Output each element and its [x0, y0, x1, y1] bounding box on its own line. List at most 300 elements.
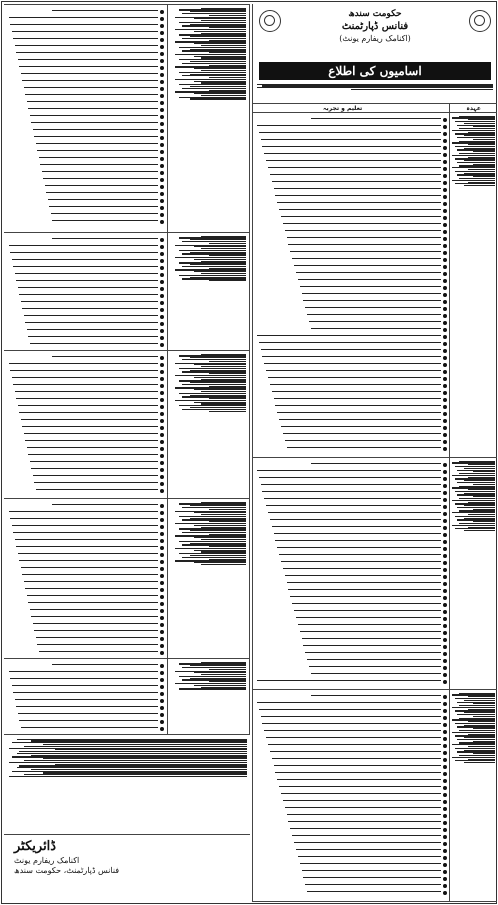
- bullet-icon: [443, 568, 447, 572]
- advertisement-header: [253, 4, 497, 60]
- bullet-icon: [160, 185, 164, 189]
- bullet-item: [255, 200, 447, 206]
- text-line: [303, 300, 441, 301]
- bullet-icon: [160, 38, 164, 42]
- text-line: [261, 349, 441, 350]
- text-line: [15, 273, 158, 274]
- department-name: فنانس ڈپارٹمنٹ: [341, 21, 409, 32]
- bullet-icon: [160, 468, 164, 472]
- text-line: [279, 419, 441, 420]
- text-line: [292, 835, 441, 836]
- bullet-item: [255, 812, 447, 818]
- text-line: [305, 307, 441, 308]
- text-line: [25, 588, 158, 589]
- bullet-item: [7, 473, 164, 479]
- bullet-item: [255, 396, 447, 402]
- text-line: [33, 475, 158, 476]
- text-line: [270, 174, 441, 175]
- bullet-icon: [443, 321, 447, 325]
- bullet-item: [7, 607, 164, 613]
- bullet-icon: [443, 349, 447, 353]
- bullet-icon: [443, 645, 447, 649]
- bullet-item: [255, 552, 447, 558]
- bullet-item: [255, 333, 447, 339]
- left-requirements-block: [4, 4, 167, 232]
- bullet-icon: [160, 447, 164, 451]
- bullet-item: [255, 263, 447, 269]
- text-line: [15, 699, 158, 700]
- bullet-icon: [160, 588, 164, 592]
- text-line: [287, 447, 441, 448]
- bullet-icon: [443, 505, 447, 509]
- text-line: [275, 772, 441, 773]
- text-line: [283, 433, 441, 434]
- text-line: [25, 322, 158, 323]
- bullet-icon: [160, 475, 164, 479]
- bullet-item: [255, 573, 447, 579]
- bullet-item: [255, 214, 447, 220]
- bullet-icon: [160, 52, 164, 56]
- bullet-item: [7, 50, 164, 56]
- bullet-item: [7, 78, 164, 84]
- bullet-item: [255, 545, 447, 551]
- bullet-icon: [443, 610, 447, 614]
- column-header-requirements: تعلیم و تجربہ: [323, 105, 363, 112]
- left-requirements-column: [4, 4, 168, 734]
- text-line: [19, 560, 158, 561]
- bullet-icon: [443, 730, 447, 734]
- bullet-icon: [160, 440, 164, 444]
- text-line: [37, 150, 158, 151]
- bullet-item: [7, 264, 164, 270]
- text-line: [307, 891, 441, 892]
- text-line: [311, 328, 441, 329]
- text-line: [19, 294, 158, 295]
- text-line: [264, 730, 441, 731]
- bullet-icon: [443, 279, 447, 283]
- bullet-icon: [160, 45, 164, 49]
- text-line: [18, 59, 158, 60]
- text-line: [25, 94, 158, 95]
- bullet-item: [7, 57, 164, 63]
- bullet-icon: [160, 343, 164, 347]
- text-line: [28, 108, 158, 109]
- text-line: [24, 581, 158, 582]
- bullet-icon: [160, 567, 164, 571]
- bullet-item: [7, 134, 164, 140]
- text-line: [27, 329, 158, 330]
- bullet-icon: [443, 258, 447, 262]
- bullet-icon: [443, 842, 447, 846]
- bullet-icon: [160, 518, 164, 522]
- bullet-icon: [443, 491, 447, 495]
- bullet-icon: [443, 737, 447, 741]
- text-line: [28, 602, 158, 603]
- text-line: [464, 530, 496, 531]
- bullet-icon: [443, 146, 447, 150]
- text-line: [305, 652, 441, 653]
- bullet-item: [255, 389, 447, 395]
- text-line: [209, 411, 247, 412]
- bullet-item: [7, 551, 164, 557]
- text-line: [300, 286, 441, 287]
- bullet-icon: [443, 765, 447, 769]
- bullet-icon: [443, 447, 447, 451]
- text-line: [309, 666, 441, 667]
- text-line: [21, 73, 158, 74]
- text-line: [10, 678, 158, 679]
- bullet-item: [255, 601, 447, 607]
- bullet-item: [7, 271, 164, 277]
- bullet-icon: [443, 716, 447, 720]
- bullet-item: [255, 489, 447, 495]
- vacancy-position: [450, 692, 495, 900]
- text-line: [290, 828, 441, 829]
- bullet-icon: [443, 370, 447, 374]
- bullet-icon: [443, 419, 447, 423]
- bullet-item: [255, 291, 447, 297]
- bullet-icon: [443, 139, 447, 143]
- bullet-item: [255, 340, 447, 346]
- bullet-icon: [443, 230, 447, 234]
- bullet-item: [7, 572, 164, 578]
- bullet-icon: [443, 603, 447, 607]
- text-line: [22, 308, 158, 309]
- text-line: [272, 526, 441, 527]
- bullet-item: [255, 707, 447, 713]
- left-position-block: [168, 232, 249, 350]
- text-line: [302, 638, 442, 639]
- bullet-item: [7, 141, 164, 147]
- text-line: [264, 498, 441, 499]
- bullet-icon: [443, 188, 447, 192]
- bullet-icon: [160, 136, 164, 140]
- text-line: [15, 45, 158, 46]
- bullet-item: [7, 621, 164, 627]
- bullet-icon: [443, 209, 447, 213]
- bullet-icon: [443, 828, 447, 832]
- text-line: [464, 185, 496, 186]
- advertisement-page: [1, 1, 497, 904]
- bullet-icon: [443, 723, 447, 727]
- text-line: [261, 716, 441, 717]
- text-line: [279, 209, 441, 210]
- bullet-item: [7, 320, 164, 326]
- text-line: [292, 258, 441, 259]
- bullet-item: [255, 270, 447, 276]
- vacancy-row: [253, 458, 497, 690]
- bullet-icon: [443, 356, 447, 360]
- vacancy-position: [450, 115, 495, 456]
- text-line: [266, 160, 441, 161]
- signature-department: فنانس ڈپارٹمنٹ، حکومت سندھ: [14, 866, 120, 875]
- bullet-icon: [443, 300, 447, 304]
- text-line: [274, 533, 441, 534]
- bullet-icon: [443, 477, 447, 481]
- bullet-icon: [160, 315, 164, 319]
- bullet-icon: [160, 73, 164, 77]
- text-line: [300, 863, 441, 864]
- bullet-item: [7, 106, 164, 112]
- bullet-icon: [160, 301, 164, 305]
- right-column: [252, 4, 496, 902]
- bullet-icon: [160, 245, 164, 249]
- bullet-item: [255, 735, 447, 741]
- bullet-icon: [443, 293, 447, 297]
- text-line: [21, 301, 158, 302]
- text-line: [266, 370, 441, 371]
- text-line: [15, 539, 158, 540]
- bullet-icon: [160, 546, 164, 550]
- bullet-item: [255, 368, 447, 374]
- text-line: [52, 664, 158, 665]
- text-line: [261, 484, 441, 485]
- bullet-icon: [443, 758, 447, 762]
- text-line: [311, 695, 441, 696]
- bullet-icon: [443, 342, 447, 346]
- bullet-icon: [443, 680, 447, 684]
- government-name: حکومت سندھ: [348, 9, 402, 19]
- bullet-item: [255, 615, 447, 621]
- bullet-icon: [443, 547, 447, 551]
- bullet-icon: [160, 511, 164, 515]
- text-line: [39, 157, 158, 158]
- bullet-icon: [160, 115, 164, 119]
- text-line: [270, 384, 441, 385]
- bullet-item: [255, 671, 447, 677]
- text-line: [464, 762, 496, 763]
- text-line: [49, 206, 158, 207]
- bullet-item: [255, 277, 447, 283]
- bullet-item: [7, 250, 164, 256]
- bullet-item: [255, 700, 447, 706]
- text-line: [31, 122, 158, 123]
- bullet-item: [7, 236, 164, 242]
- table-header: [253, 103, 497, 113]
- bullet-icon: [160, 322, 164, 326]
- text-line: [262, 146, 441, 147]
- bullet-item: [7, 502, 164, 508]
- left-requirements-block: [4, 350, 167, 498]
- intro-paragraph: [257, 83, 493, 101]
- text-line: [31, 616, 158, 617]
- bullet-item: [255, 312, 447, 318]
- bullet-item: [255, 798, 447, 804]
- text-line: [283, 568, 441, 569]
- bullet-icon: [443, 673, 447, 677]
- bullet-icon: [160, 59, 164, 63]
- bullet-icon: [443, 153, 447, 157]
- bullet-item: [7, 36, 164, 42]
- bullet-icon: [160, 329, 164, 333]
- bullet-icon: [443, 272, 447, 276]
- text-line: [285, 230, 441, 231]
- bullet-icon: [160, 192, 164, 196]
- text-line: [36, 637, 158, 638]
- bullet-icon: [443, 377, 447, 381]
- text-line: [296, 272, 441, 273]
- bullet-icon: [443, 526, 447, 530]
- bullet-item: [7, 697, 164, 703]
- bullet-icon: [443, 265, 447, 269]
- text-line: [33, 129, 158, 130]
- bullet-item: [255, 298, 447, 304]
- bullet-icon: [443, 800, 447, 804]
- bullet-item: [255, 608, 447, 614]
- bullet-icon: [160, 206, 164, 210]
- bullet-item: [255, 361, 447, 367]
- text-line: [190, 98, 246, 99]
- bullet-icon: [160, 178, 164, 182]
- bullet-item: [255, 382, 447, 388]
- bullet-icon: [443, 314, 447, 318]
- bullet-icon: [443, 391, 447, 395]
- bullet-item: [7, 466, 164, 472]
- bullet-item: [7, 375, 164, 381]
- bullet-item: [255, 721, 447, 727]
- text-line: [285, 575, 441, 576]
- bullet-item: [255, 354, 447, 360]
- text-line: [16, 706, 158, 707]
- text-line: [24, 87, 158, 88]
- text-line: [285, 440, 441, 441]
- bullet-item: [7, 438, 164, 444]
- bullet-item: [7, 64, 164, 70]
- bullet-icon: [160, 356, 164, 360]
- bullet-item: [7, 459, 164, 465]
- bullet-item: [255, 742, 447, 748]
- bullet-item: [7, 299, 164, 305]
- bullet-item: [255, 714, 447, 720]
- bullet-item: [7, 718, 164, 724]
- bullet-item: [7, 155, 164, 161]
- text-line: [21, 419, 158, 420]
- left-position-block: [168, 658, 249, 734]
- bullet-icon: [160, 199, 164, 203]
- bullet-icon: [443, 814, 447, 818]
- text-line: [300, 631, 441, 632]
- bullet-item: [255, 636, 447, 642]
- text-line: [30, 343, 158, 344]
- bullet-icon: [160, 17, 164, 21]
- bullet-item: [7, 285, 164, 291]
- text-line: [275, 405, 441, 406]
- bullet-item: [7, 537, 164, 543]
- text-line: [281, 793, 441, 794]
- text-line: [268, 167, 441, 168]
- text-line: [10, 252, 158, 253]
- bullet-icon: [443, 251, 447, 255]
- bullet-icon: [160, 630, 164, 634]
- vacancy-banner: اسامیوں کی اطلاع: [259, 62, 491, 80]
- text-line: [18, 405, 158, 406]
- bullet-icon: [160, 391, 164, 395]
- text-line: [279, 554, 441, 555]
- bullet-icon: [160, 377, 164, 381]
- bullet-icon: [443, 412, 447, 416]
- text-line: [303, 877, 441, 878]
- column-header-position: عہدہ: [466, 105, 481, 112]
- bullet-icon: [443, 863, 447, 867]
- bullet-icon: [443, 638, 447, 642]
- text-line: [272, 181, 441, 182]
- left-requirements-block: [4, 658, 167, 734]
- text-line: [277, 202, 441, 203]
- bullet-icon: [443, 554, 447, 558]
- bullet-icon: [443, 286, 447, 290]
- bullet-item: [255, 622, 447, 628]
- text-line: [266, 505, 441, 506]
- text-line: [28, 336, 158, 337]
- bullet-icon: [160, 602, 164, 606]
- bullet-item: [7, 711, 164, 717]
- text-line: [270, 519, 441, 520]
- bullet-item: [7, 85, 164, 91]
- bullet-item: [7, 487, 164, 493]
- bullet-icon: [443, 363, 447, 367]
- bullet-icon: [160, 699, 164, 703]
- bullet-item: [7, 29, 164, 35]
- text-line: [296, 617, 441, 618]
- bullet-icon: [443, 624, 447, 628]
- bullet-icon: [160, 157, 164, 161]
- text-line: [290, 596, 441, 597]
- bullet-item: [255, 559, 447, 565]
- bullet-icon: [443, 849, 447, 853]
- bullet-icon: [160, 171, 164, 175]
- text-line: [309, 321, 441, 322]
- bullet-icon: [160, 664, 164, 668]
- bullet-item: [255, 179, 447, 185]
- text-line: [290, 251, 441, 252]
- text-line: [19, 66, 158, 67]
- bullet-item: [255, 431, 447, 437]
- left-column: [4, 4, 250, 902]
- text-line: [19, 412, 158, 413]
- text-line: [257, 470, 441, 471]
- bullet-item: [7, 669, 164, 675]
- bullet-icon: [160, 80, 164, 84]
- text-line: [48, 199, 158, 200]
- text-line: [283, 800, 441, 801]
- bullet-icon: [160, 308, 164, 312]
- text-line: [24, 433, 158, 434]
- bullet-item: [7, 169, 164, 175]
- bullet-icon: [160, 616, 164, 620]
- bullet-icon: [443, 118, 447, 122]
- text-line: [9, 511, 158, 512]
- bullet-item: [7, 389, 164, 395]
- bullet-item: [7, 417, 164, 423]
- bullet-item: [255, 438, 447, 444]
- bullet-item: [255, 868, 447, 874]
- bullet-icon: [443, 398, 447, 402]
- signature-block: [4, 834, 250, 902]
- bullet-item: [255, 207, 447, 213]
- text-line: [179, 688, 247, 689]
- text-line: [294, 842, 441, 843]
- text-line: [298, 624, 441, 625]
- sindh-emblem-icon: [259, 10, 281, 32]
- sindh-emblem-icon: [469, 10, 491, 32]
- bullet-icon: [443, 695, 447, 699]
- text-line: [16, 280, 158, 281]
- text-line: [305, 884, 441, 885]
- bullet-icon: [160, 66, 164, 70]
- bullet-icon: [443, 335, 447, 339]
- left-position-column: [168, 4, 250, 734]
- bullet-icon: [160, 273, 164, 277]
